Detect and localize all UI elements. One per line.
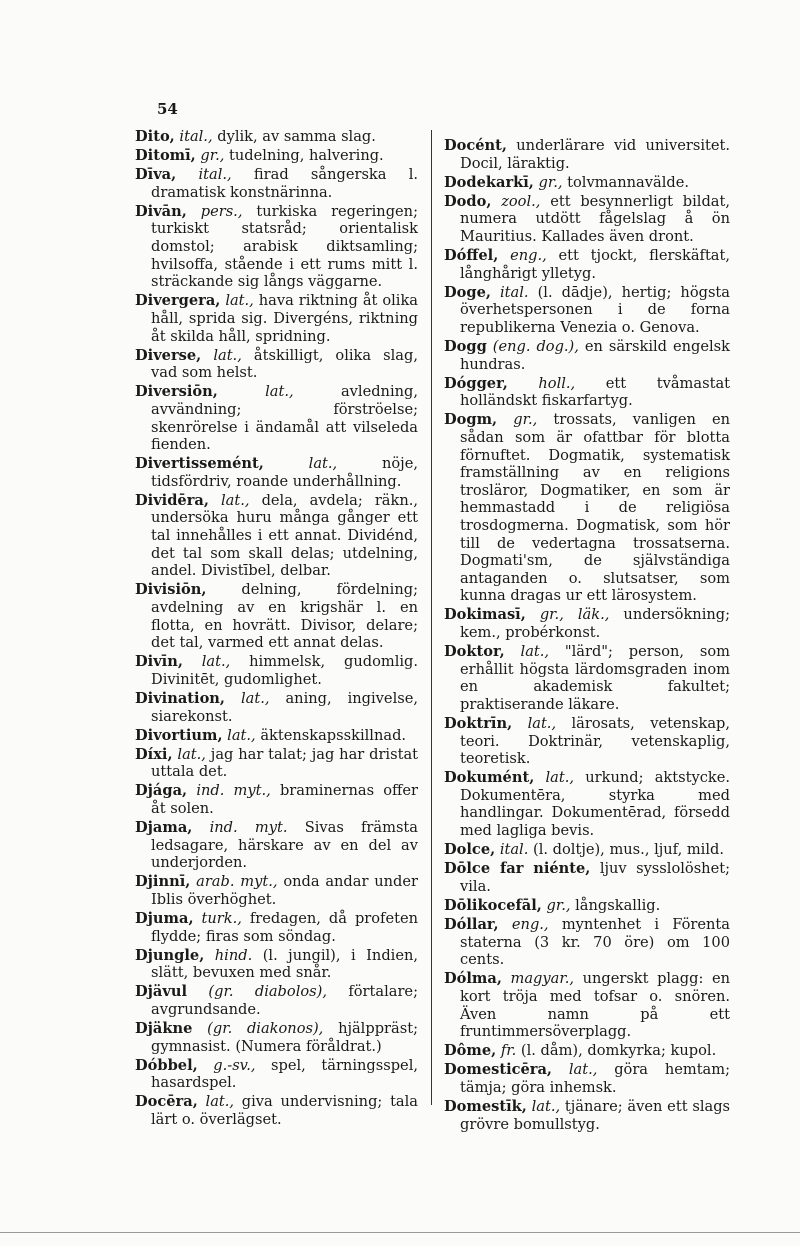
entry-etymology: lat.,: [221, 491, 250, 509]
dictionary-entry: [135, 819, 418, 872]
entry-etymology: gr.,: [200, 147, 225, 165]
entry-definition: undersökning; kem., probérkonst.: [460, 606, 731, 642]
entry-etymology: lat.,: [240, 689, 270, 707]
entry-headword: Dogg: [444, 338, 487, 356]
entry-definition: onda andar under Iblis överhöghet.: [151, 873, 418, 908]
entry-headword: Djama,: [135, 819, 193, 837]
entry-headword: Doge,: [444, 283, 491, 301]
dictionary-entry: [135, 347, 418, 382]
entry-definition: ett tjockt, flerskäftat, långhårigt ylletyg.: [460, 247, 731, 282]
entry-headword: Divergera,: [135, 292, 221, 310]
dictionary-entry: [444, 338, 730, 373]
entry-definition: långskallig.: [575, 896, 661, 914]
entry-etymology: (gr. diabolos),: [208, 983, 327, 1001]
entry-headword: Djága,: [135, 782, 188, 800]
dictionary-entry: [135, 910, 418, 945]
entry-definition: myntenhet i Förenta staterna (3 kr. 70 öre) om 100 cents.: [460, 916, 730, 969]
entry-etymology: (eng. dog.),: [492, 338, 579, 356]
dictionary-entry: [444, 193, 730, 246]
entry-headword: Docént,: [444, 137, 507, 154]
entry-etymology: gr.,: [513, 411, 538, 429]
entry-headword: Dodekarkī,: [444, 173, 534, 191]
dictionary-entry: [135, 983, 418, 1018]
dictionary-entry: [135, 947, 418, 982]
entry-headword: Domestīk,: [444, 1097, 527, 1115]
entry-etymology: ind. myt.: [209, 819, 288, 837]
dictionary-entry: [444, 643, 730, 713]
entry-definition: "lärd"; person, som erhållit högsta lärdomsgraden inom en akademisk fakultet; praktiserande läkare.: [460, 643, 730, 713]
entry-definition: tolvmannavälde.: [567, 173, 689, 191]
entry-etymology: lat.,: [227, 726, 256, 744]
entry-etymology: ital.,: [198, 166, 232, 184]
column-divider: [431, 130, 432, 1105]
entry-etymology: gr.,: [546, 896, 571, 914]
dictionary-entry: [135, 1057, 418, 1092]
dictionary-entry: [135, 455, 418, 490]
dictionary-entry: [444, 375, 730, 410]
entry-etymology: lat.,: [568, 1061, 598, 1079]
entry-headword: Dīva,: [135, 166, 177, 184]
entry-etymology: lat.,: [205, 1093, 235, 1111]
entry-headword: Dodo,: [444, 192, 492, 210]
entry-definition: tudelning, halvering.: [229, 147, 384, 165]
entry-etymology: pers.,: [200, 202, 243, 220]
entry-definition: hjälppräst; gymnasist. (Numera föråldrat.): [151, 1020, 418, 1055]
entry-headword: Dóbbel,: [135, 1056, 198, 1074]
entry-headword: Dōlce far niénte,: [444, 860, 591, 878]
entry-definition: hava riktning åt olika håll, sprida sig. Divergéns, riktning åt skilda håll, spridning.: [151, 292, 418, 345]
entry-etymology: lat.,: [225, 292, 254, 310]
entry-definition: underlärare vid universitet. Docil, läraktig.: [460, 137, 730, 172]
entry-etymology: gr.,: [538, 173, 563, 191]
entry-etymology: magyar.,: [510, 970, 574, 988]
dictionary-entry: [444, 174, 730, 192]
entry-definition: jag har talat; jag har dristat uttala det.: [151, 745, 419, 781]
entry-headword: Divertissemént,: [135, 455, 264, 473]
entry-headword: Dóffel,: [444, 247, 499, 265]
dictionary-entry: [444, 715, 730, 768]
entry-etymology: eng.,: [510, 247, 547, 265]
dictionary-entry: [135, 653, 418, 688]
entry-definition: himmelsk, gudomlig. Divinitēt, gudomlighet.: [151, 653, 419, 688]
entry-definition: (l. jungil), i Indien, slätt, bevuxen med snår.: [151, 946, 418, 982]
entry-definition: turkiska regeringen; turkiskt statsråd; orientalisk domstol; arabisk diktsamling; hvilsoffa, stående i ett rums mitt l. sträckande sig långs väggarne.: [151, 202, 418, 291]
entry-definition: (l. doltje), mus., ljuf, mild.: [533, 841, 724, 859]
entry-headword: Dólma,: [444, 970, 502, 988]
entry-headword: Dokumént,: [444, 769, 535, 787]
entry-headword: Djäkne: [135, 1020, 193, 1038]
dictionary-entry: [135, 1093, 418, 1128]
entry-headword: Diverse,: [135, 346, 202, 364]
entry-definition: (l. dåm), domkyrka; kupol.: [520, 1042, 717, 1060]
entry-etymology: lat.,: [201, 653, 231, 671]
entry-headword: Divān,: [135, 202, 187, 220]
entry-definition: en särskild engelsk hundras.: [460, 338, 730, 373]
entry-etymology: holl.,: [538, 374, 576, 392]
entry-definition: ett besynnerligt bildat, numera utdött fågelslag å ön Mauritius. Kallades även dront.: [460, 192, 731, 245]
dictionary-entry: [135, 581, 418, 651]
dictionary-entry: [135, 873, 418, 908]
entry-definition: göra hemtam; tämja; göra inhemsk.: [460, 1061, 731, 1096]
entry-headword: Divisiōn,: [135, 581, 207, 599]
entry-headword: Docēra,: [135, 1093, 198, 1111]
entry-definition: nöje, tidsfördriv, roande underhållning.: [151, 455, 418, 490]
entry-definition: Sivas främsta ledsagare, härskare av en del av underjorden.: [151, 819, 418, 872]
entry-definition: (l. dādje), hertig; högsta överhetspersonen i de forna republikerna Venezia o. Genova.: [460, 283, 730, 336]
dictionary-entry: [444, 411, 730, 605]
entry-etymology: lat.,: [213, 346, 242, 364]
entry-headword: Diversiōn,: [135, 383, 218, 401]
dictionary-entry: [135, 1020, 418, 1055]
entry-etymology: lat.,: [531, 1097, 561, 1115]
entry-definition: fredagen, då profeten flydde; firas som söndag.: [151, 910, 418, 945]
entry-headword: Dolce,: [444, 841, 496, 859]
entry-definition: åtskilligt, olika slag, vad som helst.: [151, 346, 418, 382]
entry-etymology: hind.: [214, 946, 253, 964]
entry-definition: aning, ingivelse, siarekonst.: [151, 689, 418, 725]
entry-etymology: lat.,: [545, 769, 575, 787]
entry-etymology: arab. myt.,: [196, 873, 278, 891]
dictionary-entry: [444, 970, 730, 1040]
entry-headword: Djävul: [135, 983, 188, 1001]
dictionary-entry: [135, 166, 418, 201]
dictionary-entry: [135, 128, 418, 146]
dictionary-entry: [444, 137, 730, 172]
entry-headword: Dokimasī,: [444, 606, 526, 624]
entry-etymology: gr., läk.,: [539, 606, 610, 624]
dictionary-entry: [135, 383, 418, 453]
entry-headword: Divination,: [135, 689, 225, 707]
entry-definition: dela, avdela; räkn., undersöka huru många gånger ett tal innehålles i ett annat. Dividénd, det tal som skall delas; utdelning, andel. Divistībel, delbar.: [151, 491, 419, 580]
dictionary-entry: [444, 897, 730, 915]
entry-etymology: lat.,: [177, 745, 206, 763]
entry-definition: äktenskapsskillnad.: [260, 726, 407, 744]
dictionary-entry: [135, 782, 418, 817]
dictionary-entry: [135, 492, 418, 580]
entry-etymology: g.-sv.,: [213, 1056, 256, 1074]
entry-etymology: lat.,: [527, 715, 557, 732]
dictionary-entry: [135, 746, 418, 781]
entry-etymology: ital.,: [179, 128, 213, 145]
entry-etymology: lat.,: [308, 455, 338, 473]
entry-headword: Djungle,: [135, 946, 205, 964]
dictionary-entry: [444, 841, 730, 859]
entry-etymology: ital.: [500, 283, 529, 301]
entry-definition: firad sångerska l. dramatisk konstnärinna.: [151, 166, 419, 201]
entry-definition: urkund; aktstycke. Dokumentēra, styrka med handlingar. Dokumentērad, försedd med lagliga bevis.: [460, 769, 731, 840]
entry-etymology: eng.,: [511, 916, 549, 934]
entry-etymology: (gr. diakonos),: [207, 1020, 324, 1038]
entry-etymology: ind. myt.,: [196, 782, 271, 800]
entry-headword: Djuma,: [135, 910, 194, 928]
dictionary-entry: [444, 247, 730, 282]
entry-etymology: ital.: [499, 841, 529, 859]
entry-headword: Divīn,: [135, 653, 183, 671]
entry-etymology: fr.: [500, 1042, 517, 1060]
dictionary-entry: [135, 147, 418, 165]
dictionary-entry: [444, 606, 730, 641]
entry-headword: Djinnī,: [135, 873, 191, 891]
entry-headword: Dôme,: [444, 1042, 497, 1060]
dictionary-entry: [444, 284, 730, 337]
page-number: 54: [157, 100, 178, 118]
entry-definition: tjänare; även ett slags grövre bomullstyg.: [460, 1097, 731, 1133]
entry-definition: ljuv sysslolöshet; vila.: [460, 860, 731, 895]
entry-headword: Divortium,: [135, 726, 223, 744]
right-column: [444, 137, 730, 1135]
entry-definition: spel, tärningsspel, hasardspel.: [151, 1056, 418, 1092]
entry-headword: Doktor,: [444, 643, 505, 661]
entry-definition: förtalare; avgrundsande.: [151, 983, 418, 1018]
entry-definition: braminernas offer åt solen.: [151, 782, 418, 817]
entry-definition: ett tvåmastat holländskt fiskarfartyg.: [460, 374, 731, 410]
entry-etymology: lat.,: [265, 383, 294, 401]
dictionary-entry: [444, 1098, 730, 1133]
entry-etymology: zool.,: [501, 192, 541, 210]
entry-headword: Díxi,: [135, 745, 173, 763]
dictionary-entry: [444, 1042, 730, 1060]
dictionary-entry: [135, 727, 418, 745]
dictionary-entry: [135, 203, 418, 291]
entry-headword: Domesticēra,: [444, 1061, 553, 1079]
entry-definition: giva undervisning; tala lärt o. överlägset.: [151, 1093, 419, 1129]
entry-etymology: turk.,: [201, 910, 242, 928]
entry-headword: Dito,: [135, 128, 175, 145]
entry-headword: Dóllar,: [444, 916, 499, 934]
entry-headword: Doktrīn,: [444, 715, 513, 732]
entry-definition: dylik, av samma slag.: [217, 128, 376, 145]
entry-headword: Dividēra,: [135, 491, 209, 509]
dictionary-entry: [135, 690, 418, 725]
entry-definition: delning, fördelning; avdelning av en krigshär l. en flotta, en hovrätt. Divisor, delare; det tal, varmed ett annat delas.: [151, 581, 419, 652]
entry-headword: Dogm,: [444, 411, 498, 429]
entry-definition: lärosats, vetenskap, teori. Doktrinär, vetenskaplig, teoretisk.: [460, 715, 731, 768]
entry-etymology: lat.,: [520, 643, 550, 661]
bottom-edge-rule: [0, 1232, 800, 1233]
dictionary-entry: [444, 1061, 730, 1096]
dictionary-entry: [444, 860, 730, 895]
entry-headword: Dógger,: [444, 374, 508, 392]
left-column: [135, 128, 418, 1130]
dictionary-entry: [444, 769, 730, 839]
entry-headword: Ditomī,: [135, 147, 196, 165]
entry-definition: trossats, vanligen en sådan som är ofattbar för blotta förnuftet. Dogmatik, systematisk framställning av en religions trosläror, Dogmatiker, en som är hemmastadd i de religiösa trosdogmerna. Dogmatisk, som hör till de vedertagna trossatserna. Dogmati'sm, de självständiga antaganden o. slutsatser, som kunna dragas ur ett lärosystem.: [460, 411, 731, 605]
dictionary-entry: [444, 916, 730, 969]
dictionary-entry: [135, 292, 418, 345]
entry-definition: ungerskt plagg: en kort tröja med tofsar o. snören. Även namn på ett fruntimmersöverplagg.: [460, 970, 731, 1041]
entry-headword: Dōlikocefāl,: [444, 896, 542, 914]
entry-definition: avledning, avvändning; förströelse; skenrörelse i ändamål att vilseleda fienden.: [151, 383, 418, 454]
